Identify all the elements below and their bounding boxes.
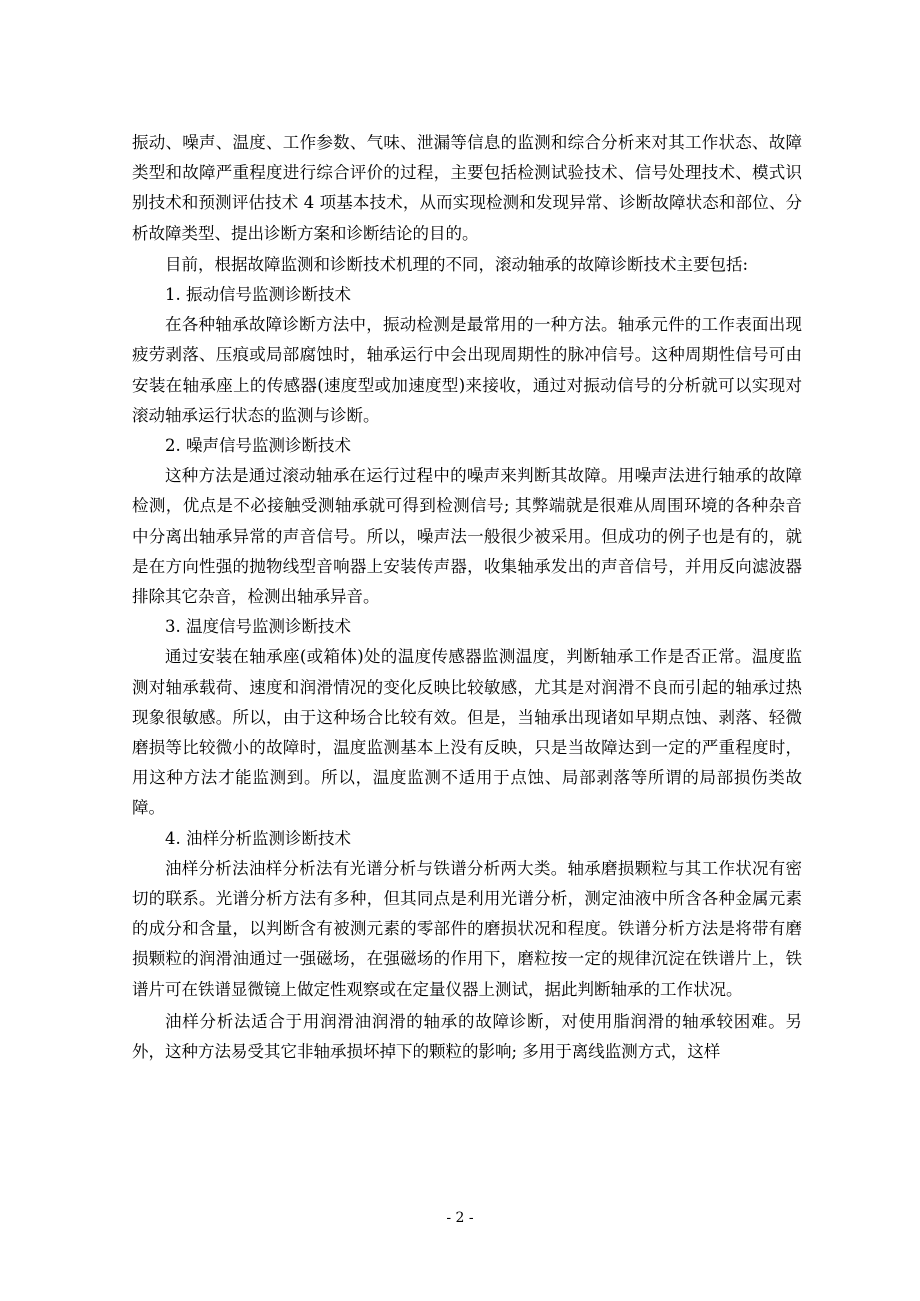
heading-temperature: 3. 温度信号监测诊断技术	[165, 617, 351, 637]
heading-oil-analysis: 4. 油样分析监测诊断技术	[165, 828, 351, 848]
paragraph-vibration: 在各种轴承故障诊断方法中，振动检测是最常用的一种方法。轴承元件的工作表面出现疲劳剥落、压痕或局部腐蚀时，轴承运行中会出现周期性的脉冲信号。这种周期性信号可由安装在轴承座上的传感器(速度型或加速度型)来接收，通过对振动信号的分析就可以实现对滚动轴承运行状态的监测与诊断。	[132, 315, 802, 425]
paragraph-continuation: 振动、噪声、温度、工作参数、气味、泄漏等信息的监测和综合分析来对其工作状态、故障类型和故障严重程度进行综合评价的过程，主要包括检测试验技术、信号处理技术、模式识别技术和预测评估技术 4 项基本技术，从而实现检测和发现异常、诊断故障状态和部位、分析故障类型、提出诊断方案和诊断结论的目的。	[132, 133, 802, 243]
heading-vibration: 1. 振动信号监测诊断技术	[165, 285, 351, 305]
paragraph-oil-analysis-suitability: 油样分析法适合于用润滑油润滑的轴承的故障诊断，对使用脂润滑的轴承较困难。另外，这种方法易受其它非轴承损坏掉下的颗粒的影响; 多用于离线监测方式，这样	[132, 1011, 802, 1062]
paragraph-noise: 这种方法是通过滚动轴承在运行过程中的噪声来判断其故障。用噪声法进行轴承的故障检测，优点是不必接触受测轴承就可得到检测信号; 其弊端就是很难从周围环境的各种杂音中分离出轴承异常的声音信号。所以，噪声法一般很少被采用。但成功的例子也是有的，就是在方向性强的抛物线型音响器上安装传声器，收集轴承发出的声音信号，并用反向滤波器排除其它杂音，检测出轴承异音。	[132, 466, 802, 607]
paragraph-temperature: 通过安装在轴承座(或箱体)处的温度传感器监测温度，判断轴承工作是否正常。温度监测对轴承载荷、速度和润滑情况的变化反映比较敏感，尤其是对润滑不良而引起的轴承过热现象很敏感。所以，由于这种场合比较有效。但是，当轴承出现诸如早期点蚀、剥落、轻微磨损等比较微小的故障时，温度监测基本上没有反映，只是当故障达到一定的严重程度时，用这种方法才能监测到。所以，温度监测不适用于点蚀、局部剥落等所谓的局部损伤类故障。	[132, 647, 802, 818]
paragraph-intro: 目前，根据故障监测和诊断技术机理的不同，滚动轴承的故障诊断技术主要包括:	[165, 254, 749, 274]
page-number: - 2 -	[446, 1210, 474, 1226]
document-body	[132, 128, 802, 1067]
paragraph-oil-analysis: 油样分析法油样分析法有光谱分析与铁谱分析两大类。轴承磨损颗粒与其工作状况有密切的联系。光谱分析方法有多种，但其同点是利用光谱分析，测定油液中所含各种金属元素的成分和含量，以判断含有被测元素的零部件的磨损状况和程度。铁谱分析方法是将带有磨损颗粒的润滑油通过一强磁场，在强磁场的作用下，磨粒按一定的规律沉淀在铁谱片上，铁谱片可在铁谱显微镜上做定性观察或在定量仪器上测试，据此判断轴承的工作状况。	[132, 858, 802, 999]
heading-noise: 2. 噪声信号监测诊断技术	[165, 436, 351, 456]
